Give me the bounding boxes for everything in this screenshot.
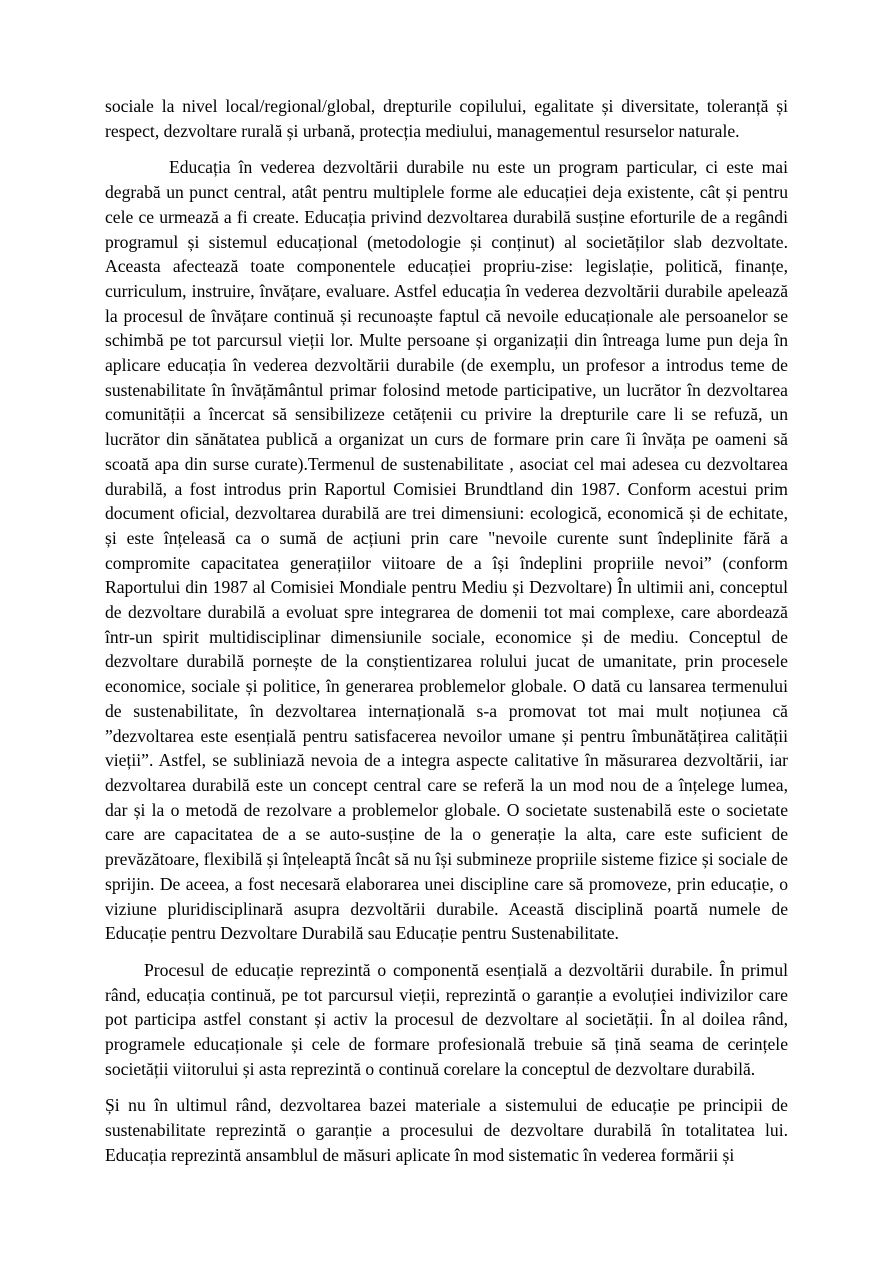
paragraph-procesul-de-educatie: Procesul de educație reprezintă o componentă esențială a dezvoltării durabile. În primul rând, educația continuă, pe tot parcursul vieții, reprezintă o garanție a evoluției indivizilor care pot participa astfel constant și activ la procesul de dezvoltare al societății. În al doilea rând, programele educaționale și cele de formare profesională trebuie să țină seama de cerințele societății viitorului și asta reprezintă o continuă corelare la conceptul de dezvoltare durabilă. — [105, 959, 788, 1079]
paragraph-continuation: sociale la nivel local/regional/global, drepturile copilului, egalitate și diversitate, toleranță și respect, dezvoltare rurală și urbană, protecția mediului, managementul resurselor naturale. — [105, 96, 788, 141]
paragraph-baza-materiala: Și nu în ultimul rând, dezvoltarea bazei materiale a sistemului de educație pe principii de sustenabilitate reprezintă o garanție a procesului de dezvoltare durabilă în totalitatea lui. Educația reprezintă ansamblul de măsuri aplicate în mod sistematic în vederea formării și — [105, 1095, 788, 1165]
paragraph-educatia-dezvoltare-durabila: Educația în vederea dezvoltării durabile nu este un program particular, ci este mai degrabă un punct central, atât pentru multiplele forme ale educației deja existente, cât și pentru cele ce urmează a fi create. Educația privind dezvoltarea durabilă susține eforturile de a regândi programul și sistemul educațional (metodologie și conținut) al societăților slab dezvoltate. Aceasta afectează toate componentele educației propriu-zise: legislație, politică, finanțe, curriculum, instruire, învățare, evaluare. Astfel educația în vederea dezvoltării durabile apelează la procesul de învățare continuă și recunoaște faptul că nevoile educaționale ale persoanelor se schimbă pe tot parcursul vieții lor. Multe persoane și organizații din întreaga lume pun deja în aplicare educația în vederea dezvoltării durabile (de exemplu, un profesor a introdus teme de sustenabilitate în învățământul primar folosind metode participative, un lucrător în dezvoltarea comunității a încercat să sensibilizeze cetățenii cu privire la drepturile care li se refuză, un lucrător din sănătatea publică a organizat un curs de formare prin care îi învăța pe oameni să scoată apa din surse curate).Termenul de sustenabilitate , asociat cel mai adesea cu dezvoltarea durabilă, a fost introdus prin Raportul Comisiei Brundtland din 1987. Conform acestui prim document oficial, dezvoltarea durabilă are trei dimensiuni: ecologică, economică și de echitate, și este înțeleasă ca o sumă de acțiuni prin care "nevoile curente sunt îndeplinite fără a compromite capacitatea generațiilor viitoare de a își îndeplini propriile nevoi” (conform Raportului din 1987 al Comisiei Mondiale pentru Mediu și Dezvoltare) În ultimii ani, conceptul de dezvoltare durabilă a evoluat spre integrarea de domenii tot mai complexe, care abordează într-un spirit multidisciplinar dimensiunile sociale, economice și de mediu. Conceptul de dezvoltare durabilă pornește de la conștientizarea rolului jucat de umanitate, prin procesele economice, sociale și politice, în generarea problemelor globale. O dată cu lansarea termenului de sustenabilitate, în dezvoltarea internațională s-a promovat tot mai mult noțiunea că ”dezvoltarea este esențială pentru satisfacerea nevoilor umane și pentru îmbunătățirea calității vieții”. Astfel, se subliniază nevoia de a integra aspecte calitative în măsurarea dezvoltării, iar dezvoltarea durabilă este un concept central care se referă la un mod nou de a înțelege lumea, dar și la o metodă de rezolvare a problemelor globale. O societate sustenabilă este o societate care are capacitatea de a se auto-susține de la o generație la alta, care este suficient de prevăzătoare, flexibilă și înțeleaptă încât să nu își submineze propriile sisteme fizice și sociale de sprijin. De aceea, a fost necesară elaborarea unei discipline care să promoveze, prin educație, o viziune pluridisciplinară asupra dezvoltării durabile. Această disciplină poartă numele de Educație pentru Dezvoltare Durabilă sau Educație pentru Sustenabilitate. — [105, 157, 788, 944]
